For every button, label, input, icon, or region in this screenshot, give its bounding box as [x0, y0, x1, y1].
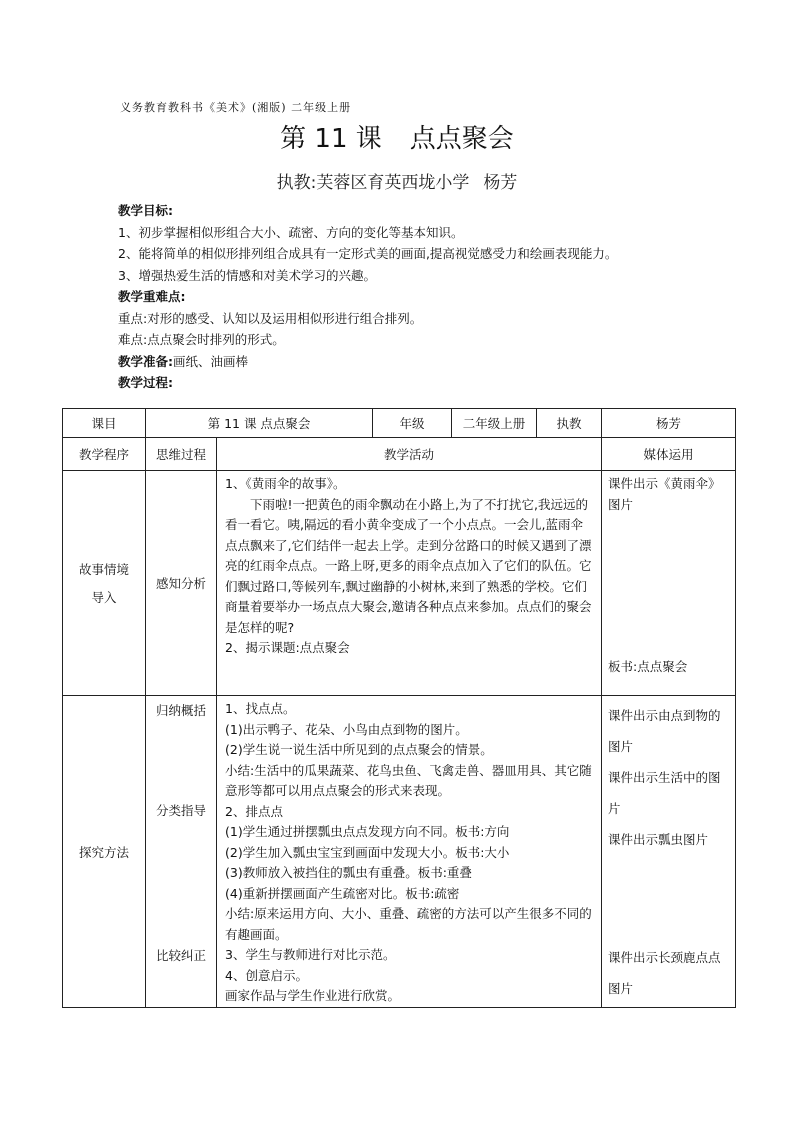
activity-line: 2、排点点: [225, 803, 283, 819]
grade-label: 年级: [373, 409, 452, 438]
activity-line: 2、揭示课题:点点聚会: [225, 640, 350, 655]
author-school: 执教:芙蓉区育英西垅小学: [276, 173, 470, 193]
media-item: 课件出示《黄雨伞》图片: [608, 476, 721, 512]
subject-label: 课目: [63, 409, 146, 438]
goal-item: 3、增强热爱生活的情感和对美术学习的兴趣。: [118, 267, 376, 283]
teacher-label: 执教: [537, 409, 602, 438]
textbook-series-line: 义务教育教科书《美术》(湘版) 二年级上册: [120, 101, 352, 114]
author-name: 杨芳: [483, 173, 518, 193]
media-item: 课件出示瓢虫图片: [608, 832, 709, 847]
header-media: 媒体运用: [602, 438, 736, 471]
activity-line: 4、创意启示。: [225, 967, 308, 983]
thinking-cell: 感知分析: [146, 471, 217, 696]
activity-line: (1)学生通过拼摆瓢虫点点发现方向不同。板书:方向: [225, 824, 510, 839]
media-cell: [602, 471, 736, 696]
story-intro-row: [63, 471, 736, 696]
lesson-title: 点点聚会: [409, 124, 514, 154]
prep-text: 画纸、油画棒: [173, 353, 249, 369]
activity-line: (2)学生加入瓢虫宝宝到画面中发现大小。板书:大小: [225, 844, 510, 860]
activity-line: 1、《黄雨伞的故事》。: [225, 476, 346, 491]
activity-line: 1、找点点。: [225, 701, 296, 716]
program-label-2: 导入: [91, 590, 117, 605]
media-item-board: 板书:点点聚会: [608, 659, 688, 674]
thinking-step: 归纳概括: [155, 703, 206, 718]
program-cell: [63, 471, 146, 696]
lesson-number: 第 11 课: [280, 124, 382, 154]
media-item: 课件出示由点到物的图片: [608, 708, 721, 754]
activity-line: 画家作品与学生作业进行欣赏。: [225, 988, 401, 1003]
goals-heading: 教学目标:: [118, 203, 173, 218]
header-row: [63, 438, 736, 471]
thinking-step: 比较纠正: [155, 948, 206, 963]
activity-line: 小结:原来运用方向、大小、重叠、疏密的方法可以产生很多不同的有趣画面。: [225, 906, 592, 942]
media-item: 课件出示长颈鹿点点图片: [608, 950, 721, 996]
activity-line: (3)教师放入被挡住的瓢虫有重叠。板书:重叠: [225, 865, 472, 880]
activity-cell: [217, 471, 602, 696]
header-thinking: 思维过程: [146, 438, 217, 471]
key-points-heading: 教学重难点:: [118, 289, 186, 304]
info-row: [63, 409, 736, 438]
page-title: [0, 118, 794, 155]
grade-value: 二年级上册: [452, 409, 537, 438]
activity-line: (1)出示鸭子、花朵、小鸟由点到物的图片。: [225, 721, 468, 737]
header-program: 教学程序: [63, 438, 146, 471]
activity-line: (4)重新拼摆画面产生疏密对比。板书:疏密: [225, 885, 460, 901]
activity-line: 小结:生活中的瓜果蔬菜、花鸟虫鱼、飞禽走兽、器皿用具、其它随意形等都可以用点点聚会的形式来表现。: [225, 762, 592, 798]
media-cell: [602, 696, 736, 1008]
media-item: 课件出示生活中的图片: [608, 770, 721, 816]
activity-cell: [217, 696, 602, 1008]
goal-item: 1、初步掌握相似形组合大小、疏密、方向的变化等基本知识。: [118, 224, 464, 240]
author-line: [0, 168, 794, 193]
thinking-step: 分类指导: [155, 803, 206, 818]
process-heading: 教学过程:: [118, 375, 173, 390]
thinking-cell: [146, 696, 217, 1008]
prep-heading: 教学准备:: [118, 353, 173, 369]
program-cell: 探究方法: [63, 696, 146, 1008]
activity-line: (2)学生说一说生活中所见到的点点聚会的情景。: [225, 742, 493, 757]
difficult-point: 难点:点点聚会时排列的形式。: [118, 332, 285, 347]
lesson-intro: [118, 200, 678, 394]
teacher-value: 杨芳: [602, 409, 736, 438]
header-activity: 教学活动: [217, 438, 602, 471]
lesson-table: [62, 408, 736, 1008]
key-point: 重点:对形的感受、认知以及运用相似形进行组合排列。: [118, 310, 423, 326]
goal-item: 2、能将简单的相似形排列组合成具有一定形式美的画面,提高视觉感受力和绘画表现能力。: [118, 246, 618, 261]
preparation-line: [118, 351, 678, 373]
subject-value: 第 11 课 点点聚会: [146, 409, 373, 438]
story-paragraph: 下雨啦!一把黄色的雨伞飘动在小路上,为了不打扰它,我远远的看一看它。咦,隔远的看小黄伞变成了一个小点点。一会儿,蓝雨伞点点飘来了,它们结伴一起去上学。走到分岔路口的时候又遇到了漂亮的红雨伞点点。一路上呀,更多的雨伞点点加入了它们的队伍。它们飘过路口,等候列车,飘过幽静的小树林,来到了熟悉的学校。它们商量着要举办一场点点大聚会,邀请各种点点来参加。点点们的聚会是怎样的呢?: [225, 496, 592, 635]
activity-line: 3、学生与教师进行对比示范。: [225, 947, 396, 962]
program-label: 故事情境: [78, 562, 129, 577]
explore-row: [63, 696, 736, 1008]
